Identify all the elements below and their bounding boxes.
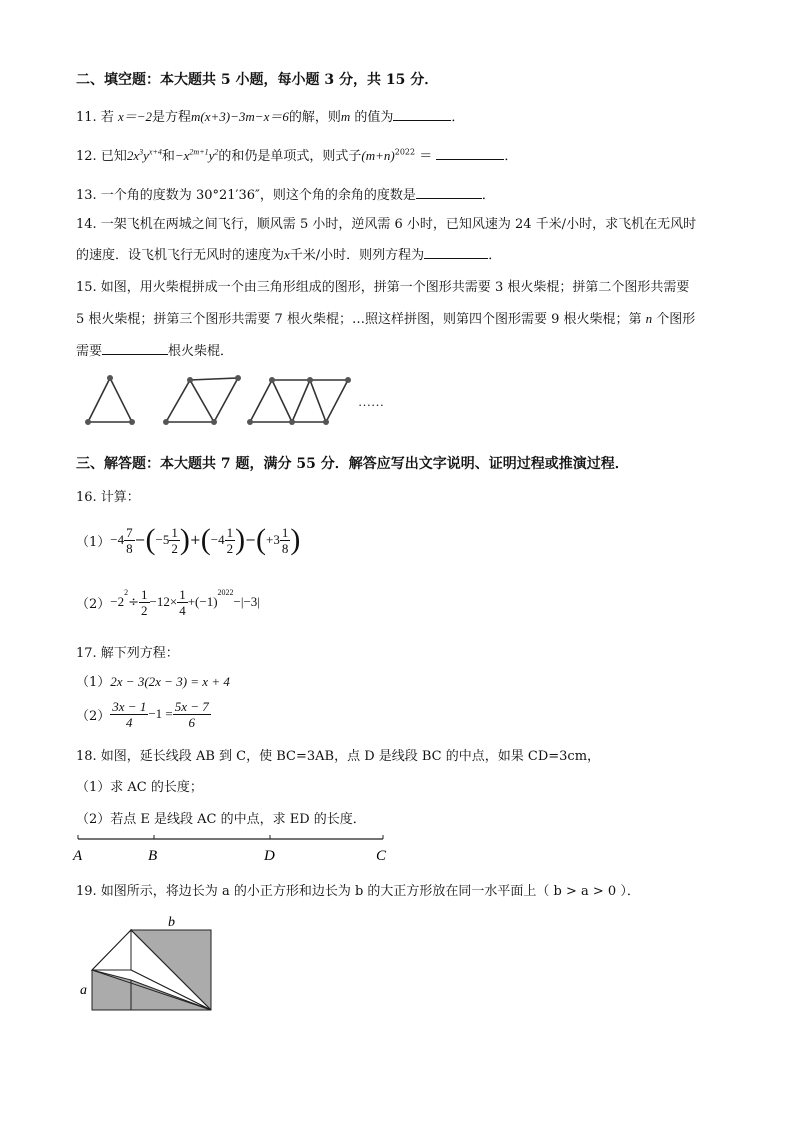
answer-blank[interactable] [416, 186, 482, 199]
section-3-title: 三、解答题：本大题共 7 题，满分 55 分．解答应写出文字说明、证明过程或推演过程． [76, 456, 629, 472]
answer-blank[interactable] [436, 147, 504, 160]
side-a-label: a [80, 983, 87, 998]
squares-figure [76, 910, 226, 1020]
question-15-line-1: 15. 如图，用火柴棍拼成一个由三角形组成的图形，拼第一个图形共需要 3 根火柴棍；拼第二个图形共需要 [76, 280, 690, 295]
question-17-part-2: （2） $\frac{3x - 1}{4}$ −1 = $\frac{5x - 7}{6}$ [76, 698, 209, 730]
question-17-part-1: （1）2x − 3(2x − 3) = x + 4 [76, 674, 230, 690]
question-12: 12. 已知$2x^3y^{x+4}$和$-x^{2m+1}y^2$的和仍是单项式，则式子$(m+n)^{2022}$ ＝ ． [76, 147, 518, 164]
question-13: 13. 一个角的度数为 30°21′36″，则这个角的余角的度数是 ． [76, 188, 495, 203]
section-2-title: 二、填空题：本大题共 5 小题，每小题 3 分，共 15 分． [76, 72, 439, 88]
matchstick-triangles-figure [80, 372, 400, 432]
triangle-figure-3 [250, 380, 348, 422]
side-b-label: b [168, 915, 175, 930]
question-17-head: 17. 解下列方程： [76, 646, 179, 661]
triangle-figure-1 [88, 378, 132, 422]
question-11: 11. 若 x＝−2是方程m(x+3)−3m−x＝6的解，则m 的值为 ． [76, 109, 465, 125]
answer-blank[interactable] [393, 108, 451, 121]
question-16-head: 16. 计算： [76, 490, 140, 505]
question-15-line-3: 需要 根火柴棍． [76, 344, 234, 359]
question-14-line-2: 的速度．设飞机飞行无风时的速度为x千米/小时．则列方程为 ． [76, 247, 502, 263]
continuation-dots: …… [358, 394, 384, 409]
question-16-part-2: （2） −2 $^2$ ÷ $\frac{1}{2}$ −12× $\frac{1}{4}$ +(−1) $^{2022}$ −|−3| [76, 586, 260, 618]
segment-diagram [70, 830, 400, 866]
point-b-label: B [148, 848, 158, 864]
question-18-line-1: 18. 如图，延长线段 AB 到 C，使 BC=3AB，点 D 是线段 BC 的中点，如果 CD=3cm， [76, 749, 601, 764]
question-18-part-1: （1）求 AC 的长度； [76, 780, 203, 795]
point-c-label: C [376, 848, 387, 864]
answer-blank[interactable] [102, 342, 168, 355]
question-15-line-2: 5 根火柴棍；拼第三个图形共需要 7 根火柴棍；…照这样拼图，则第四个图形需要 9 根火柴棍；第 n 个图形 [76, 311, 696, 327]
point-d-label: D [264, 848, 275, 864]
question-14-line-1: 14. 一架飞机在两城之间飞行，顺风需 5 小时，逆风需 6 小时，已知风速为 24 千米/小时，求飞机在无风时 [76, 217, 697, 232]
question-16-part-1: （1） −4 $\frac{7}{8}$ − ( −5 $\frac{1}{2}$ ) + ( −4 $\frac{1}{2}$ ) − ( +3 $\frac{1}{8}$ ) [76, 523, 301, 556]
question-19: 19. 如图所示，将边长为 a 的小正方形和边长为 b 的大正方形放在同一水平面上（ b > a > 0 ）． [76, 884, 640, 899]
answer-blank[interactable] [424, 246, 488, 259]
point-a-label: A [73, 848, 83, 864]
question-18-part-2: （2）若点 E 是线段 AC 的中点，求 ED 的长度． [76, 812, 366, 827]
